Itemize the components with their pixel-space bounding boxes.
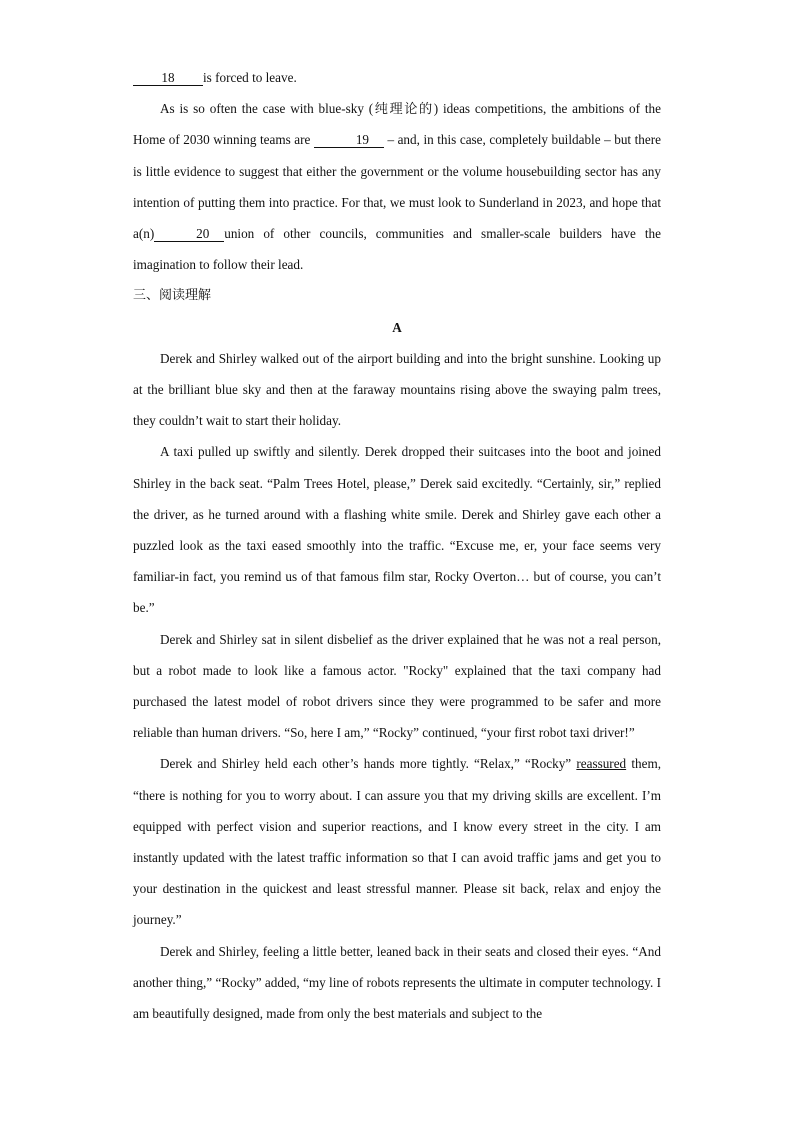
blank-19: 19 <box>314 133 384 148</box>
paragraph-2: A taxi pulled up swiftly and silently. Derek dropped their suitcases into the boot and joined Shirley in the back seat. “Palm Trees Hotel, please,” Derek said excitedly. “Certainly, sir,” replied the driver, as he turned around with a flashing white smile. Derek and Shirley gave each other a puzzled look as the taxi eased smoothly into the traffic. “Excuse me, er, your face seems very familiar-in fact, you remind us of that famous film star, Rocky Overton… but of course, you can’t be.” <box>133 444 661 616</box>
document-page <box>133 62 661 1029</box>
paragraph-text: As is so often the case with blue-sky (纯理论的) ideas competitions, the ambitions of the Home of 2030 winning teams are <box>133 101 661 148</box>
paragraph-continuation <box>133 62 661 93</box>
paragraph-text: union of other councils, communities and smaller-scale builders have the imagination to follow their lead. <box>133 226 661 273</box>
paragraph-blue-sky <box>133 93 661 280</box>
paragraph-4 <box>133 748 661 935</box>
blank-20: 20 <box>154 227 224 242</box>
paragraph-1: Derek and Shirley walked out of the airport building and into the bright sunshine. Looking up at the brilliant blue sky and then at the faraway mountains rising above the swaying palm trees, they couldn’t wait to start their holiday. <box>133 350 661 429</box>
paragraph-3: Derek and Shirley sat in silent disbelief as the driver explained that he was not a real person, but a robot made to look like a famous actor. "Rocky" explained that the taxi company had purchased the latest model of robot drivers since they were programmed to be safer and more reliable than human drivers. “So, here I am,” “Rocky” continued, “your first robot taxi driver!” <box>133 631 661 741</box>
paragraph-text: Derek and Shirley held each other’s hands more tightly. “Relax,” “Rocky” <box>160 756 577 772</box>
blank-18: 18 <box>133 71 203 86</box>
paragraph-text: – and, in this case, completely buildable – but there is little evidence to suggest that either the government or the volume housebuilding sector has any intention of putting them into practice. For that, we must look to Sunderland in 2023, and hope that a(n) <box>133 132 661 242</box>
section-heading: 三、阅读理解 <box>133 288 212 304</box>
paragraph-text: is forced to leave. <box>203 70 297 85</box>
passage-label: A <box>392 319 402 335</box>
underlined-word: reassured <box>576 756 627 772</box>
paragraph-5: Derek and Shirley, feeling a little better, leaned back in their seats and closed their eyes. “And another thing,” “Rocky” added, “my line of robots represents the ultimate in computer technology. I am beautifully designed, made from only the best materials and subject to the <box>133 943 661 1022</box>
paragraph-text: them, “there is nothing for you to worry about. I can assure you that my driving skills are excellent. I’m equipped with perfect vision and superior reactions, and I know every street in the city. I am instantly updated with the latest traffic information so that I can avoid traffic jams and get you to your destination in the quickest and least stressful manner. Please sit back, relax and enjoy the journey.” <box>133 756 661 928</box>
